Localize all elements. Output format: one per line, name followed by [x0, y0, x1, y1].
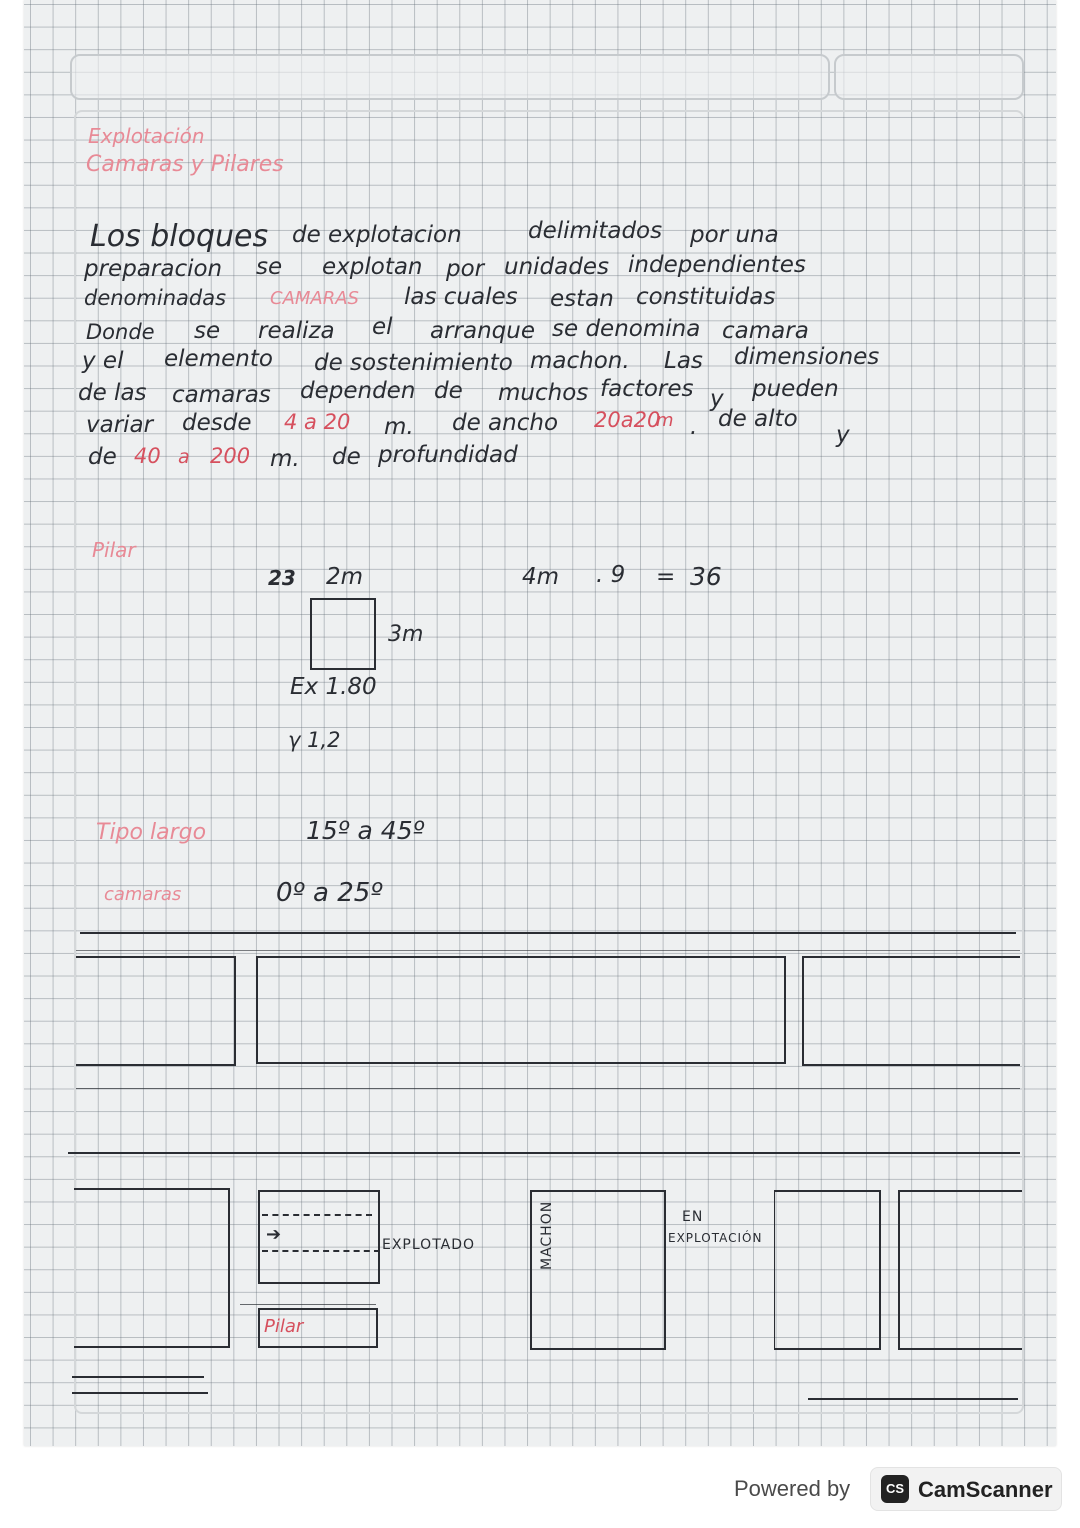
para-word: se	[256, 254, 283, 280]
para-word: Los bloques	[90, 219, 269, 254]
para-word: Las	[664, 348, 703, 374]
para-word: Donde	[86, 320, 155, 344]
explotado-label: EXPLOTADO	[382, 1237, 476, 1253]
para-word: de	[88, 444, 117, 470]
chamber-block	[76, 956, 236, 1066]
chamber-block	[256, 956, 786, 1064]
heading-line-1: Explotación	[88, 124, 205, 148]
para-word: desde	[182, 410, 252, 436]
para-word: se	[194, 318, 221, 344]
para-number: 20a20	[594, 408, 661, 432]
pilar-top-dimension: 2m	[326, 564, 364, 590]
para-word: profundidad	[378, 442, 518, 468]
en-explotacion-label: EXPLOTACIÓN	[668, 1231, 763, 1245]
pilar-connector	[240, 1304, 376, 1305]
para-word: a	[178, 446, 190, 468]
bottom-line	[72, 1376, 204, 1378]
para-word: dependen	[300, 378, 416, 404]
para-word: m	[656, 410, 674, 431]
para-word: delimitados	[528, 218, 663, 244]
para-word: factores	[600, 376, 694, 402]
para-word: pueden	[752, 376, 839, 402]
para-word: denominadas	[84, 286, 227, 310]
para-word: camara	[722, 318, 809, 344]
dashed-line	[262, 1250, 380, 1252]
para-word: independientes	[628, 252, 806, 278]
angle-label: Tipo largo	[96, 820, 207, 845]
para-word: .	[690, 414, 698, 440]
gallery-top-line-2	[76, 950, 1020, 951]
calc-equals: =	[656, 564, 676, 590]
para-word: explotan	[322, 254, 423, 280]
para-word: CAMARAS	[270, 288, 359, 309]
para-word: m.	[270, 446, 300, 472]
stage-block	[74, 1188, 230, 1348]
angle-label: camaras	[104, 884, 182, 905]
para-word: dimensiones	[734, 344, 880, 370]
dashed-line	[262, 1214, 372, 1216]
camscanner-badge	[870, 1467, 1062, 1511]
machon-label: MACHON	[539, 1200, 555, 1270]
date-field	[834, 54, 1024, 100]
para-word: de explotacion	[292, 222, 462, 248]
gallery-top-line	[80, 932, 1016, 934]
para-word: las cuales	[404, 284, 518, 310]
direction-arrow-icon: ➔	[266, 1224, 282, 1245]
gallery-bottom-line-2	[68, 1152, 1020, 1154]
angle-value: 0º a 25º	[276, 878, 383, 908]
calc-term: 4m	[522, 564, 560, 590]
stage-block	[774, 1190, 881, 1350]
chamber-block	[802, 956, 1020, 1066]
para-word: elemento	[164, 346, 273, 372]
para-word: de las	[78, 380, 147, 406]
para-word: estan	[550, 286, 614, 312]
camscanner-logo-icon: CS	[881, 1475, 909, 1503]
para-number: 4 a 20	[284, 410, 351, 434]
pilar-side-dimension: 3m	[388, 622, 424, 647]
para-word: machon.	[530, 348, 630, 374]
para-word: camaras	[172, 382, 271, 408]
para-word: y	[710, 386, 724, 412]
angle-value: 15º a 45º	[306, 816, 425, 845]
para-word: arranque	[430, 318, 536, 344]
para-word: por una	[690, 222, 779, 248]
stage-block	[898, 1190, 1022, 1350]
calc-term: . 9	[596, 562, 626, 588]
para-number: 200	[210, 444, 251, 468]
para-word: de sostenimiento	[314, 350, 513, 376]
pilar-gamma: γ 1,2	[288, 728, 341, 752]
para-word: unidades	[504, 254, 609, 280]
para-word: de ancho	[452, 410, 559, 436]
para-word: el	[372, 314, 393, 340]
para-word: por	[446, 256, 485, 282]
para-word: muchos	[498, 380, 589, 406]
para-word: realiza	[258, 318, 335, 344]
gallery-bottom-line	[76, 1088, 1020, 1089]
title-field	[70, 54, 830, 100]
para-word: preparacion	[84, 256, 223, 282]
pilar-mark: 23	[268, 566, 296, 590]
para-word: y	[836, 422, 850, 448]
en-label: EN	[682, 1209, 704, 1225]
para-word: y el	[82, 348, 124, 374]
para-word: constituidas	[636, 284, 776, 310]
pilar-label: Pilar	[92, 538, 136, 562]
pilar-box-label: Pilar	[264, 1316, 304, 1337]
para-word: de alto	[718, 406, 798, 432]
pilar-ex: Ex 1.80	[290, 674, 377, 700]
para-word: m.	[384, 414, 414, 440]
para-word: se denomina	[552, 316, 701, 342]
powered-by-text: Powered by	[734, 1476, 851, 1501]
camscanner-brand: CamScanner	[918, 1477, 1053, 1502]
para-word: de	[434, 378, 463, 404]
bottom-line	[72, 1392, 208, 1394]
bottom-line	[808, 1398, 1018, 1400]
para-word: de	[332, 444, 361, 470]
heading-line-2: Camaras y Pilares	[86, 152, 284, 177]
para-number: 40	[134, 444, 161, 468]
pilar-square	[310, 598, 376, 670]
para-word: variar	[86, 412, 154, 438]
calc-result: 36	[690, 562, 722, 591]
